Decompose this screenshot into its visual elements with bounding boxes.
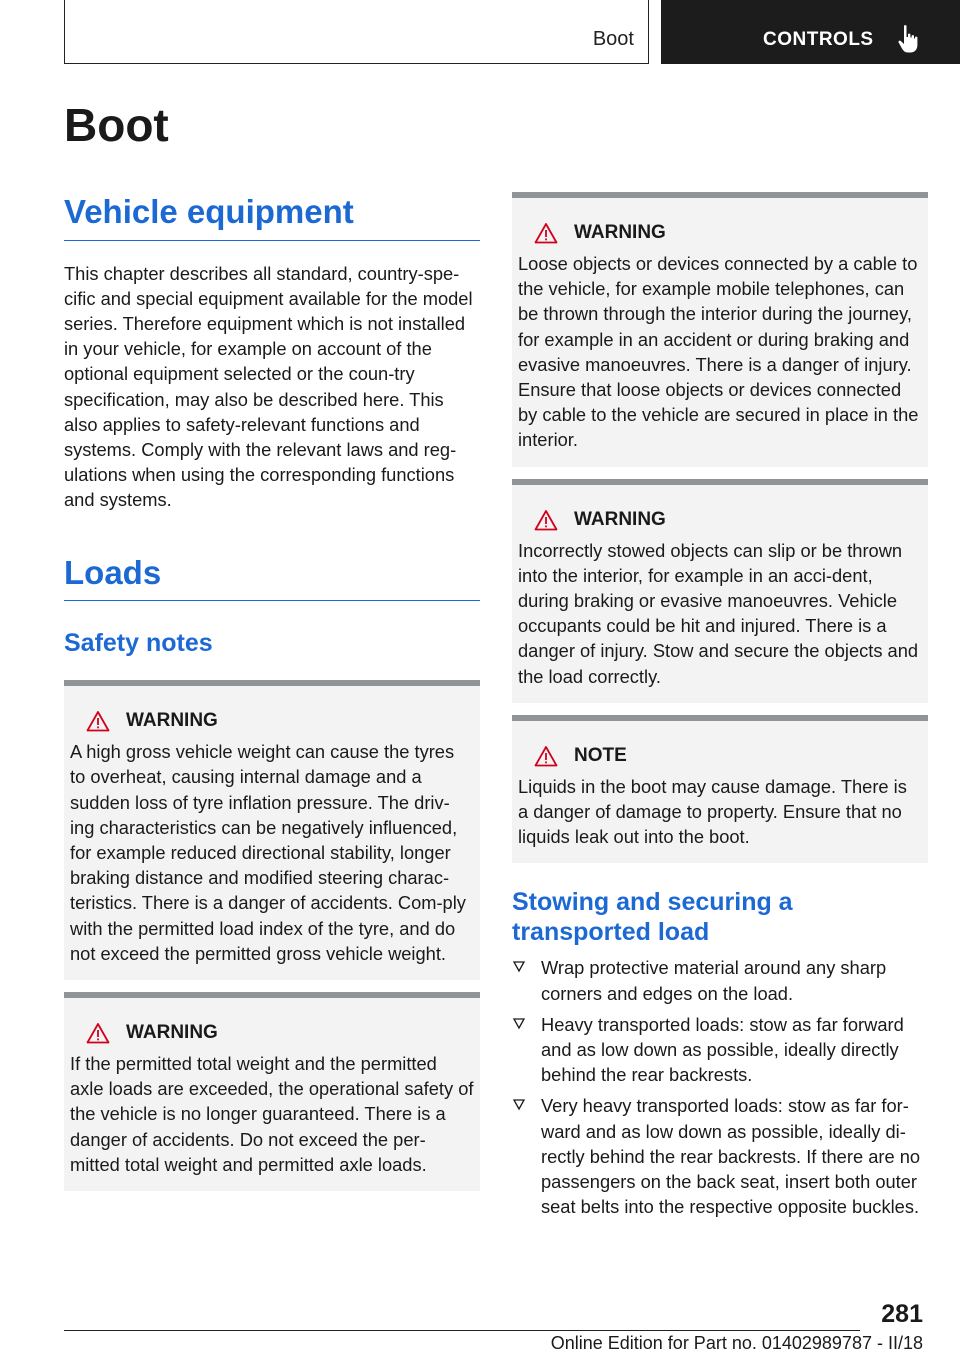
vehicle-equipment-heading: Vehicle equipment [64,192,480,241]
list-item-text: Wrap protective material around any sharp corners and edges on the load. [541,957,887,1004]
warning-box [64,992,480,1191]
warning-triangle-icon [534,745,558,767]
header-section-title: Boot [592,28,634,50]
warning-label: WARNING [126,710,218,732]
note-label: NOTE [574,744,627,766]
footer-edition: Online Edition for Part no. 01402989787 - II/18 [550,1333,923,1353]
note-header [534,743,922,769]
warning-box [64,680,480,980]
page-number: 281 [881,1300,923,1328]
warning-triangle-icon [86,1022,110,1044]
warning-triangle-icon [86,710,110,732]
list-item [512,1093,928,1219]
footer-divider [64,1330,860,1331]
loads-heading: Loads [64,553,480,602]
header-section-box [64,0,649,64]
triangle-bullet-icon [512,958,526,974]
warning-header [534,220,922,246]
safety-notes-heading: Safety notes [64,629,213,658]
list-item-text: Heavy transported loads: stow as far forward and as low down as possible, ideally directly behind the rear backrests. [541,1013,904,1086]
warning-box [512,192,928,467]
vehicle-equipment-text: This chapter describes all standard, country-spe-cific and special equipment available for the model series. Therefore equipment which is not installed in your vehicle, for example on account of the optional equipment selected or the coun-try specification, may also be described here. This also applies to safety-relevant functions and systems. Comply with the relevant laws and reg-ulations when using the corresponding functions and systems. [64,262,473,511]
right-column [512,192,928,1225]
warning-triangle-icon [534,222,558,244]
header-chapter-box [661,0,960,64]
warning-text: Loose objects or devices connected by a cable to the vehicle, for example mobile telephones, can be thrown through the interior during the journey, for example in an accident or during braking and evasive manoeuvres. There is a danger of injury. Ensure that loose objects or devices connected by cable to the vehicle are secured in place in the interior. [518,253,919,451]
page-title: Boot [64,99,169,151]
list-item-text: Very heavy transported loads: stow as far for-ward and as low down as possible, ideally di-rectly behind the rear backrests. If there are no passengers on the back seat, insert both outer seat belts into the respective opposite buckles. [541,1095,921,1218]
warning-header [86,708,474,734]
warning-header [534,507,922,533]
warning-label: WARNING [574,222,666,243]
stowing-heading: Stowing and securing a transported load [512,888,793,947]
warning-header [86,1020,474,1046]
list-item [512,1012,928,1088]
warning-triangle-icon [534,509,558,531]
stowing-list [512,955,928,1219]
warning-label: WARNING [126,1022,218,1044]
warning-text: Incorrectly stowed objects can slip or be thrown into the interior, for example in an acci-dent, during braking or evasive manoeuvres. Vehicle occupants could be hit and injured. There is a danger of injury. Stow and secure the objects and the load correctly. [518,539,919,687]
triangle-bullet-icon [512,1096,526,1112]
note-box [512,715,928,864]
list-item [512,955,928,1005]
note-text: Liquids in the boot may cause damage. There is a danger of damage to property. Ensure that no liquids leak out into the boot. [518,775,907,848]
header-chapter-title: CONTROLS [763,29,874,50]
warning-label: WARNING [574,508,666,530]
warning-text: A high gross vehicle weight can cause the tyres to overheat, causing internal damage and a sudden loss of tyre inflation pressure. The driv-ing characteristics can be negatively influenced, for example reduced directional stability, longer braking distance and modified steering charac-teristics. There is a danger of accidents. Com-ply with the permitted load index of the tyre, and do not exceed the permitted gross vehicle weight. [70,741,466,964]
warning-text: If the permitted total weight and the permitted axle loads are exceeded, the operational safety of the vehicle is no longer guaranteed. There is a danger of accidents. Do not exceed the per-mitted total weight and permitted axle loads. [70,1053,474,1175]
left-column [64,192,480,1191]
triangle-bullet-icon [512,1015,526,1031]
pointing-hand-icon [897,24,919,54]
warning-box [512,479,928,703]
